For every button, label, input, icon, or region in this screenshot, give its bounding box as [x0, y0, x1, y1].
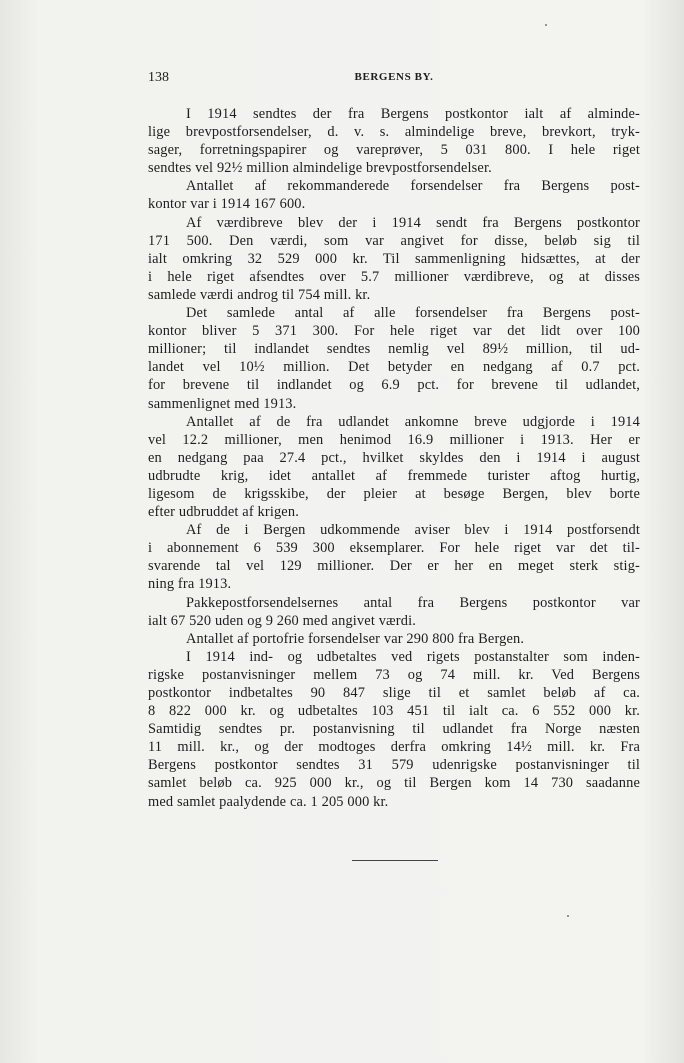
text-line: sammenlignet med 1913. [148, 395, 297, 412]
text-line: Af værdibreve blev der i 1914 sendt fra Bergens postkontor [186, 214, 640, 231]
text-line: ning fra 1913. [148, 576, 232, 593]
text-line: Samtidig sendtes pr. postanvisning til udlandet fra Norge næsten [148, 721, 640, 738]
text-line: sendtes vel 92½ million almindelige brevpostforsendelser. [148, 160, 492, 177]
page-header [148, 70, 640, 88]
paper-speck [567, 915, 569, 917]
text-line: en nedgang paa 27.4 pct., hvilket skyldes den i 1914 i august [148, 449, 640, 466]
text-line: 11 mill. kr., og der modtoges derfra omkring 14½ mill. kr. Fra [148, 739, 640, 756]
text-line: kontor bliver 5 371 300. For hele riget var det lidt over 100 [148, 323, 640, 340]
text-line: 171 500. Den værdi, som var angivet for disse, beløb sig til [148, 232, 640, 249]
text-line: kontor var i 1914 167 600. [148, 196, 306, 213]
text-line: med samlet paalydende ca. 1 205 000 kr. [148, 793, 389, 810]
text-line: postkontor indbetaltes 90 847 slige til et samlet beløb af ca. [148, 685, 640, 701]
text-line: I 1914 ind- og udbetaltes ved rigets postanstalter som inden- [186, 648, 640, 665]
text-line: Pakkepostforsendelsernes antal fra Bergens postkontor var [186, 594, 640, 611]
text-line: millioner; til indlandet sendtes nemlig vel 89½ million, til ud- [148, 341, 640, 358]
page-number: 138 [148, 70, 169, 85]
text-line: 8 822 000 kr. og udbetaltes 103 451 til ialt ca. 6 552 000 kr. [148, 703, 640, 720]
text-line: landet vel 10½ million. Det betyder en nedgang af 0.7 pct. [148, 359, 640, 376]
text-line: Bergens postkontor sendtes 31 579 udenrigske postanvisninger til [148, 757, 640, 774]
text-line: vel 12.2 millioner, men henimod 16.9 millioner i 1913. Her er [148, 431, 640, 448]
text-line: i abonnement 6 539 300 eksemplarer. For hele riget var det til- [148, 540, 640, 557]
text-line: i hele riget afsendtes over 5.7 millioner værdibreve, og at disses [148, 268, 640, 285]
paper-speck [545, 24, 547, 26]
text-line: svarende tal vel 129 millioner. Der er her en meget sterk stig- [148, 558, 640, 575]
text-line: rigske postanvisninger mellem 73 og 74 mill. kr. Ved Bergens [148, 666, 640, 683]
text-line: sager, forretningspapirer og vareprøver, 5 031 800. I hele riget [148, 142, 640, 159]
closing-rule [352, 860, 438, 861]
text-line: samlet beløb ca. 925 000 kr., og til Bergen kom 14 730 saadanne [148, 775, 640, 792]
text-line: Antallet af rekommanderede forsendelser fra Bergens post- [186, 178, 640, 195]
text-line: udbrudte krig, idet antallet af fremmede turister aftog hurtig, [148, 467, 640, 484]
text-line: for brevene til indlandet og 6.9 pct. for brevene til udlandet, [148, 377, 640, 394]
text-line: I 1914 sendtes der fra Bergens postkontor ialt af alminde- [186, 106, 640, 122]
text-line: Af de i Bergen udkommende aviser blev i 1914 postforsendt [186, 522, 640, 539]
text-line: ligesom de krigsskibe, der pleier at besøge Bergen, blev borte [148, 485, 640, 502]
text-line: samlede værdi androg til 754 mill. kr. [148, 286, 371, 303]
body-text [148, 105, 640, 811]
text-line: efter udbruddet af krigen. [148, 504, 299, 521]
text-line: lige brevpostforsendelser, d. v. s. almindelige breve, brevkort, tryk- [148, 124, 640, 141]
text-line: ialt omkring 32 529 000 kr. Til sammenligning hidsættes, at der [148, 250, 640, 267]
text-line: Antallet af portofrie forsendelser var 290 800 fra Bergen. [186, 630, 525, 647]
text-line: Antallet af de fra udlandet ankomne breve udgjorde i 1914 [186, 413, 640, 430]
text-line: Det samlede antal af alle forsendelser fra Bergens post- [186, 305, 640, 322]
text-line: ialt 67 520 uden og 9 260 med angivet værdi. [148, 612, 416, 629]
running-head: BERGENS BY. [354, 71, 434, 83]
